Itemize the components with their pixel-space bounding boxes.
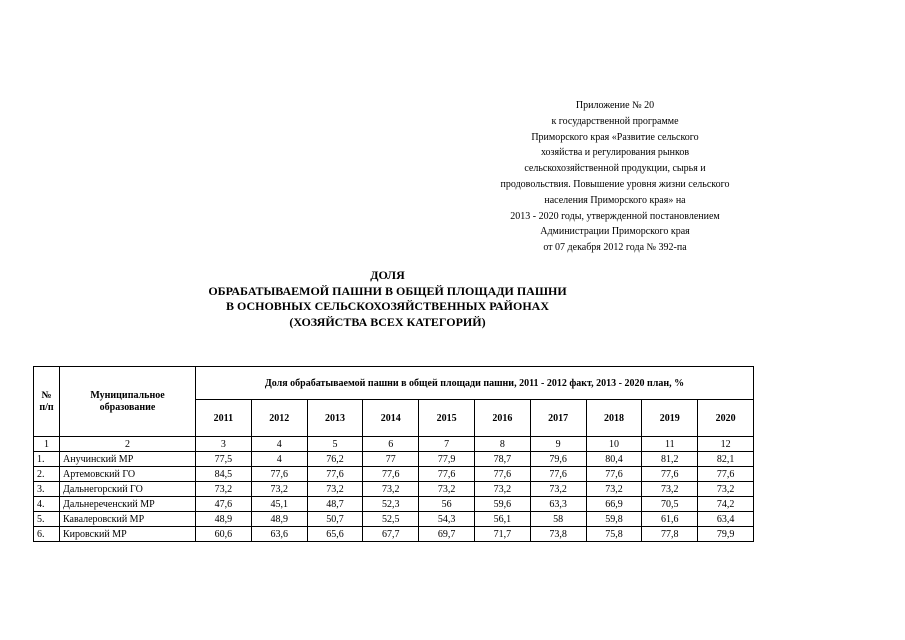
value-cell: 73,2 [307, 482, 363, 497]
title-line: В ОСНОВНЫХ СЕЛЬСКОХОЗЯЙСТВЕННЫХ РАЙОНАХ [225, 299, 549, 313]
value-cell: 79,6 [530, 452, 586, 467]
value-cell: 48,9 [251, 512, 307, 527]
municipality-name: Дальнереченский МР [60, 497, 196, 512]
value-cell: 69,7 [419, 527, 475, 542]
header-year: 2015 [419, 400, 475, 437]
value-cell: 79,9 [698, 527, 754, 542]
annex-line: сельскохозяйственной продукции, сырья и [524, 163, 706, 175]
row-number: 4. [34, 497, 60, 512]
value-cell: 75,8 [586, 527, 642, 542]
annex-line: к государственной программе [551, 115, 679, 127]
value-cell: 77 [363, 452, 419, 467]
column-number: 8 [474, 437, 530, 452]
value-cell: 45,1 [251, 497, 307, 512]
table-row [34, 467, 754, 482]
value-cell: 66,9 [586, 497, 642, 512]
annex-line: 2013 - 2020 годы, утвержденной постановлением [510, 210, 720, 222]
value-cell: 73,2 [530, 482, 586, 497]
value-cell: 84,5 [196, 467, 252, 482]
value-cell: 77,9 [419, 452, 475, 467]
column-number-row [34, 437, 754, 452]
value-cell: 70,5 [642, 497, 698, 512]
header-num: № п/п [34, 367, 60, 437]
column-number: 9 [530, 437, 586, 452]
municipality-name: Кавалеровский МР [60, 512, 196, 527]
value-cell: 47,6 [196, 497, 252, 512]
value-cell: 73,2 [586, 482, 642, 497]
annex-line: населения Приморского края» на [544, 194, 686, 206]
municipality-name: Дальнегорский ГО [60, 482, 196, 497]
municipality-name: Кировский МР [60, 527, 196, 542]
column-number: 4 [251, 437, 307, 452]
header-year: 2016 [474, 400, 530, 437]
value-cell: 56 [419, 497, 475, 512]
value-cell: 73,2 [196, 482, 252, 497]
table-row [34, 497, 754, 512]
annex-line: продовольствия. Повышение уровня жизни сельского [500, 178, 730, 190]
column-number: 11 [642, 437, 698, 452]
value-cell: 50,7 [307, 512, 363, 527]
value-cell: 77,6 [698, 467, 754, 482]
column-number: 5 [307, 437, 363, 452]
header-year: 2013 [307, 400, 363, 437]
header-year: 2019 [642, 400, 698, 437]
title-line: (ХОЗЯЙСТВА ВСЕХ КАТЕГОРИЙ) [289, 314, 486, 329]
value-cell: 65,6 [307, 527, 363, 542]
annex-line: Приморского края «Развитие сельского [531, 131, 699, 143]
value-cell: 81,2 [642, 452, 698, 467]
value-cell: 63,4 [698, 512, 754, 527]
value-cell: 4 [251, 452, 307, 467]
annex-line: Администрации Приморского края [540, 226, 690, 238]
value-cell: 59,6 [474, 497, 530, 512]
value-cell: 77,6 [363, 467, 419, 482]
value-cell: 67,7 [363, 527, 419, 542]
value-cell: 77,6 [586, 467, 642, 482]
value-cell: 63,3 [530, 497, 586, 512]
value-cell: 74,2 [698, 497, 754, 512]
value-cell: 73,2 [251, 482, 307, 497]
header-municipality: Муниципальное образование [60, 367, 196, 437]
table-row [34, 512, 754, 527]
table-row [34, 527, 754, 542]
value-cell: 73,2 [698, 482, 754, 497]
value-cell: 82,1 [698, 452, 754, 467]
value-cell: 77,6 [530, 467, 586, 482]
header-year: 2014 [363, 400, 419, 437]
value-cell: 52,5 [363, 512, 419, 527]
value-cell: 48,9 [196, 512, 252, 527]
table-body [34, 437, 754, 542]
value-cell: 60,6 [196, 527, 252, 542]
header-year: 2018 [586, 400, 642, 437]
value-cell: 52,3 [363, 497, 419, 512]
annex-line: от 07 декабря 2012 года № 392-па [543, 242, 687, 254]
table-row [34, 482, 754, 497]
title-line: ОБРАБАТЫВАЕМОЙ ПАШНИ В ОБЩЕЙ ПЛОЩАДИ ПАШНИ [208, 283, 567, 298]
column-number: 10 [586, 437, 642, 452]
value-cell: 61,6 [642, 512, 698, 527]
title-line: ДОЛЯ [370, 268, 405, 282]
header-year: 2020 [698, 400, 754, 437]
value-cell: 73,2 [642, 482, 698, 497]
value-cell: 78,7 [474, 452, 530, 467]
value-cell: 63,6 [251, 527, 307, 542]
row-number: 6. [34, 527, 60, 542]
header-year: 2017 [530, 400, 586, 437]
header-group: Доля обрабатываемой пашни в общей площади пашни, 2011 - 2012 факт, 2013 - 2020 план, % [196, 367, 754, 400]
column-number: 2 [60, 437, 196, 452]
value-cell: 48,7 [307, 497, 363, 512]
header-year: 2011 [196, 400, 252, 437]
value-cell: 77,6 [642, 467, 698, 482]
document-title [190, 268, 585, 330]
value-cell: 73,8 [530, 527, 586, 542]
value-cell: 77,6 [419, 467, 475, 482]
value-cell: 77,8 [642, 527, 698, 542]
table-row [34, 452, 754, 467]
annex-line: хозяйства и регулирования рынков [540, 147, 690, 159]
municipality-name: Анучинский МР [60, 452, 196, 467]
value-cell: 71,7 [474, 527, 530, 542]
value-cell: 58 [530, 512, 586, 527]
municipality-name: Артемовский ГО [60, 467, 196, 482]
row-number: 1. [34, 452, 60, 467]
value-cell: 54,3 [419, 512, 475, 527]
data-table [33, 366, 754, 542]
header-year: 2012 [251, 400, 307, 437]
value-cell: 59,8 [586, 512, 642, 527]
column-number: 3 [196, 437, 252, 452]
column-number: 12 [698, 437, 754, 452]
value-cell: 56,1 [474, 512, 530, 527]
annex-note [470, 98, 760, 256]
value-cell: 73,2 [474, 482, 530, 497]
row-number: 3. [34, 482, 60, 497]
row-number: 2. [34, 467, 60, 482]
value-cell: 80,4 [586, 452, 642, 467]
column-number: 1 [34, 437, 60, 452]
value-cell: 73,2 [419, 482, 475, 497]
value-cell: 77,6 [307, 467, 363, 482]
value-cell: 76,2 [307, 452, 363, 467]
annex-line: Приложение № 20 [575, 100, 655, 111]
value-cell: 77,5 [196, 452, 252, 467]
value-cell: 73,2 [363, 482, 419, 497]
column-number: 7 [419, 437, 475, 452]
column-number: 6 [363, 437, 419, 452]
value-cell: 77,6 [251, 467, 307, 482]
row-number: 5. [34, 512, 60, 527]
value-cell: 77,6 [474, 467, 530, 482]
